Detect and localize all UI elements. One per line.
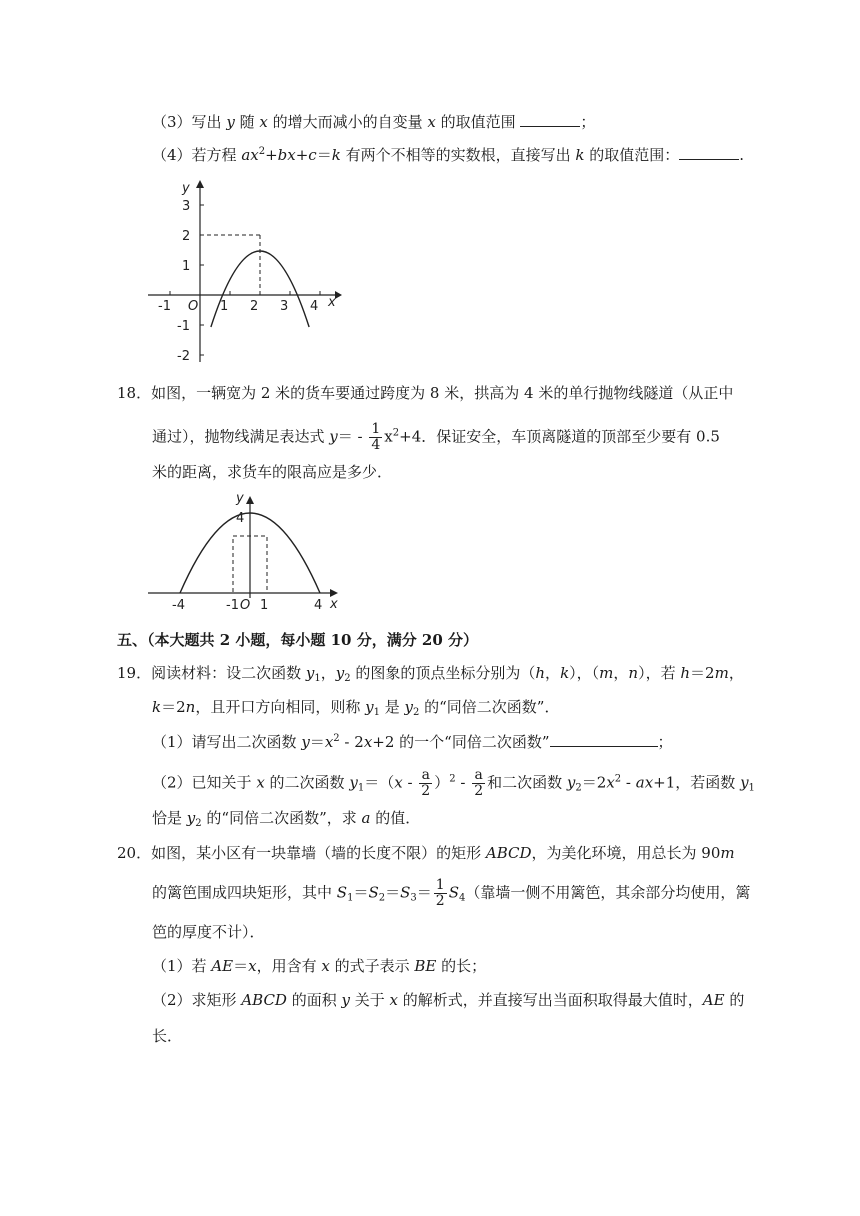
- text: ，: [613, 664, 629, 682]
- var: m: [714, 664, 729, 682]
- fraction-one-half: [434, 878, 447, 909]
- text: 的: [724, 991, 745, 1009]
- var-x: x: [427, 113, 436, 131]
- var: n: [628, 664, 639, 682]
- text: 的值．: [370, 809, 421, 827]
- var: x: [394, 773, 403, 792]
- text: （2）求矩形: [152, 991, 242, 1009]
- text: -: [621, 773, 636, 792]
- x-axis-label: x: [330, 597, 338, 612]
- subscript: 2: [575, 782, 582, 794]
- subscript: 2: [378, 892, 386, 904]
- var: AE: [702, 991, 725, 1009]
- var: m: [599, 664, 614, 682]
- var: a: [361, 809, 371, 827]
- q19-line1: [117, 663, 744, 683]
- text: 的图象的顶点坐标分别为（: [350, 664, 536, 682]
- answer-blank[interactable]: [679, 145, 739, 160]
- q20-part1: [152, 956, 486, 976]
- var: +bx+c: [265, 146, 317, 164]
- q19-line3: [152, 808, 420, 828]
- var: x: [606, 773, 615, 792]
- text: ，为美化环境，用总长为 90: [531, 844, 721, 862]
- var: y: [404, 698, 413, 716]
- y-tick-label: -1: [177, 319, 190, 334]
- x-axis-label: x: [328, 295, 336, 310]
- text: 的面积: [286, 991, 342, 1009]
- text: -: [402, 773, 418, 792]
- text: 20．如图，某小区有一块靠墙（墙的长度不限）的矩形: [117, 844, 486, 862]
- text: ，: [728, 664, 744, 682]
- y-tick-label: 1: [182, 259, 191, 274]
- text: （2）已知关于: [152, 773, 257, 792]
- q20-part2: [152, 990, 744, 1010]
- var-k: k: [331, 146, 341, 164]
- var: y: [341, 991, 350, 1009]
- q20-line1: [117, 843, 735, 863]
- var: S: [400, 883, 411, 902]
- var: S: [448, 883, 459, 902]
- y-axis-arrow: [246, 496, 254, 504]
- x-tick-label: 1: [220, 299, 229, 314]
- x-tick-label: 3: [280, 299, 289, 314]
- text: 的增大而减小的自变量: [267, 113, 428, 131]
- exponent: 2: [333, 733, 340, 744]
- text: 的取值范围：: [584, 146, 680, 164]
- text: ；: [657, 733, 673, 751]
- var-y: y: [226, 113, 235, 131]
- var: ax: [241, 146, 259, 164]
- var: x: [248, 957, 257, 975]
- text: ＝: [416, 883, 432, 902]
- text: ），若: [638, 664, 681, 682]
- exponent: 2: [392, 427, 400, 439]
- text: 的二次函数: [264, 773, 350, 792]
- subscript: 1: [373, 707, 380, 718]
- y-axis-arrow: [196, 180, 204, 188]
- var: x: [363, 733, 373, 751]
- origin-label: O: [240, 598, 251, 613]
- var: y: [566, 773, 576, 792]
- numerator: 1: [435, 877, 445, 893]
- q18-line2: [152, 422, 720, 453]
- text: ，用含有: [256, 957, 322, 975]
- var: AE: [211, 957, 234, 975]
- var: S: [368, 883, 379, 902]
- text: 的式子表示: [329, 957, 415, 975]
- fraction-a-over-2: [472, 768, 485, 799]
- text: 是: [379, 698, 405, 716]
- text: ＝ -: [337, 427, 368, 446]
- var: n: [185, 698, 196, 716]
- fraction-a-over-2: [419, 768, 432, 799]
- text: （4）若方程: [152, 146, 242, 164]
- text: 和二次函数: [487, 773, 567, 792]
- text: 的取值范围: [435, 113, 521, 131]
- text: -: [455, 773, 471, 792]
- text: 的“同倍二次函数”．: [419, 698, 560, 716]
- var: y: [186, 809, 196, 827]
- subscript: 1: [347, 892, 354, 904]
- var: x: [324, 733, 334, 751]
- text: .: [739, 146, 745, 164]
- text: ，: [545, 664, 561, 682]
- var: m: [720, 844, 735, 862]
- text: ，: [320, 664, 336, 682]
- var: y: [305, 664, 315, 682]
- var: y: [349, 773, 358, 792]
- answer-blank[interactable]: [550, 732, 658, 747]
- var: y: [365, 698, 374, 716]
- x-tick-label: 4: [310, 299, 319, 314]
- var: k: [152, 698, 162, 716]
- text: 的解析式，并直接写出当面积取得最大值时，: [398, 991, 703, 1009]
- var: x: [321, 957, 330, 975]
- text: 通过），抛物线满足表达式: [152, 427, 330, 446]
- text: ＝: [385, 883, 401, 902]
- text: （1）请写出二次函数: [152, 733, 302, 751]
- origin-label: O: [188, 299, 199, 314]
- text: ＝（: [364, 773, 395, 792]
- var-x: x: [259, 113, 268, 131]
- text: 恰是: [152, 809, 187, 827]
- text: ＝2: [161, 698, 186, 716]
- numerator: a: [472, 768, 485, 784]
- text: （1）若: [152, 957, 212, 975]
- section-heading: 五、（本大题共 2 小题，每小题 10 分，满分 20 分）: [117, 631, 479, 649]
- y-tick-label: -2: [177, 349, 190, 364]
- text: ），（: [569, 664, 600, 682]
- text: 随: [234, 113, 260, 131]
- var: S: [336, 883, 348, 902]
- text: 的长；: [436, 957, 487, 975]
- var: ax: [635, 773, 654, 792]
- y-tick-label: 2: [182, 229, 191, 244]
- x-tick-label: -1: [226, 598, 239, 613]
- q19-part2: [152, 768, 755, 799]
- q18-line3: 米的距离，求货车的限高应是多少．: [152, 463, 393, 481]
- answer-blank[interactable]: [520, 112, 580, 127]
- q17-part4: [152, 145, 744, 165]
- q17-part3: [152, 112, 595, 132]
- text: +2 的一个“同倍二次函数”: [372, 733, 550, 751]
- subscript: 3: [410, 892, 417, 904]
- var-y: y: [329, 427, 338, 446]
- peak-label: 4: [236, 511, 245, 526]
- text: 19．阅读材料：设二次函数: [117, 664, 306, 682]
- q18-line1: 18．如图，一辆宽为 2 米的货车要通过跨度为 8 米，拱高为 4 米的单行抛物线隧道（从正中: [117, 384, 734, 402]
- x-axis-arrow: [330, 589, 338, 597]
- q19-line2: [152, 697, 559, 717]
- var: y: [301, 733, 310, 751]
- text: 的“同倍二次函数”，求: [201, 809, 362, 827]
- denominator: 2: [474, 783, 484, 799]
- q18-tunnel-graph: [140, 488, 350, 618]
- x-tick-label: 4: [314, 598, 323, 613]
- numerator: a: [419, 768, 432, 784]
- subscript: 1: [748, 782, 755, 794]
- exponent: 2: [258, 146, 266, 157]
- text: ＝: [309, 733, 325, 751]
- x-tick-label: 2: [250, 299, 259, 314]
- x-tick-label: -4: [172, 598, 185, 613]
- text: ＝: [316, 146, 332, 164]
- subscript: 1: [357, 782, 365, 794]
- var: h: [535, 664, 546, 682]
- text: +4．保证安全，车顶离隧道的顶部至少要有 0.5: [399, 427, 720, 446]
- q17-parabola-graph: [140, 172, 350, 372]
- var: x: [256, 773, 265, 792]
- denominator: 2: [435, 893, 445, 909]
- var-x: x: [384, 427, 393, 446]
- x-tick-label: 1: [260, 598, 269, 613]
- subscript: 2: [412, 707, 420, 718]
- q20-line3: 笆的厚度不计）．: [152, 923, 265, 941]
- text: 的篱笆围成四块矩形，其中: [152, 883, 337, 902]
- var: y: [335, 664, 345, 682]
- fraction-one-quarter: [369, 422, 382, 453]
- text: ）: [434, 773, 450, 792]
- text: ，且开口方向相同，则称: [195, 698, 366, 716]
- var-k: k: [575, 146, 585, 164]
- q20-line2: [152, 878, 750, 909]
- text: （靠墙一侧不用篱笆，其余部分均使用，篱: [465, 883, 751, 902]
- text: ＝2: [581, 773, 607, 792]
- text: 有两个不相等的实数根，直接写出: [340, 146, 576, 164]
- subscript: 2: [195, 818, 202, 829]
- x-axis-arrow: [335, 291, 342, 299]
- var: y: [740, 773, 749, 792]
- y-axis-label: y: [236, 491, 244, 506]
- y-axis-label: y: [182, 181, 190, 196]
- var: k: [560, 664, 570, 682]
- text: ＝: [353, 883, 369, 902]
- denominator: 4: [371, 437, 381, 453]
- y-tick-label: 3: [182, 199, 191, 214]
- text: （3）写出: [152, 113, 227, 131]
- text: ＝: [233, 957, 249, 975]
- exponent: 2: [449, 773, 456, 785]
- var: ABCD: [485, 844, 532, 862]
- text: +1，若函数: [653, 773, 741, 792]
- parabola-curve: [211, 251, 309, 327]
- subscript: 1: [314, 673, 321, 684]
- subscript: 4: [459, 892, 466, 904]
- var: h: [680, 664, 691, 682]
- denominator: 2: [421, 783, 431, 799]
- var: BE: [414, 957, 437, 975]
- text: ＝2: [690, 664, 715, 682]
- x-tick-label: -1: [158, 299, 171, 314]
- q20-line-last: 长．: [152, 1027, 183, 1045]
- var: x: [389, 991, 398, 1009]
- exponent: 2: [614, 773, 622, 785]
- numerator: 1: [371, 421, 381, 437]
- text: - 2: [339, 733, 364, 751]
- var: ABCD: [241, 991, 287, 1009]
- subscript: 2: [344, 673, 351, 684]
- text: 关于: [349, 991, 390, 1009]
- q19-part1: [152, 732, 673, 752]
- text: ；: [580, 113, 596, 131]
